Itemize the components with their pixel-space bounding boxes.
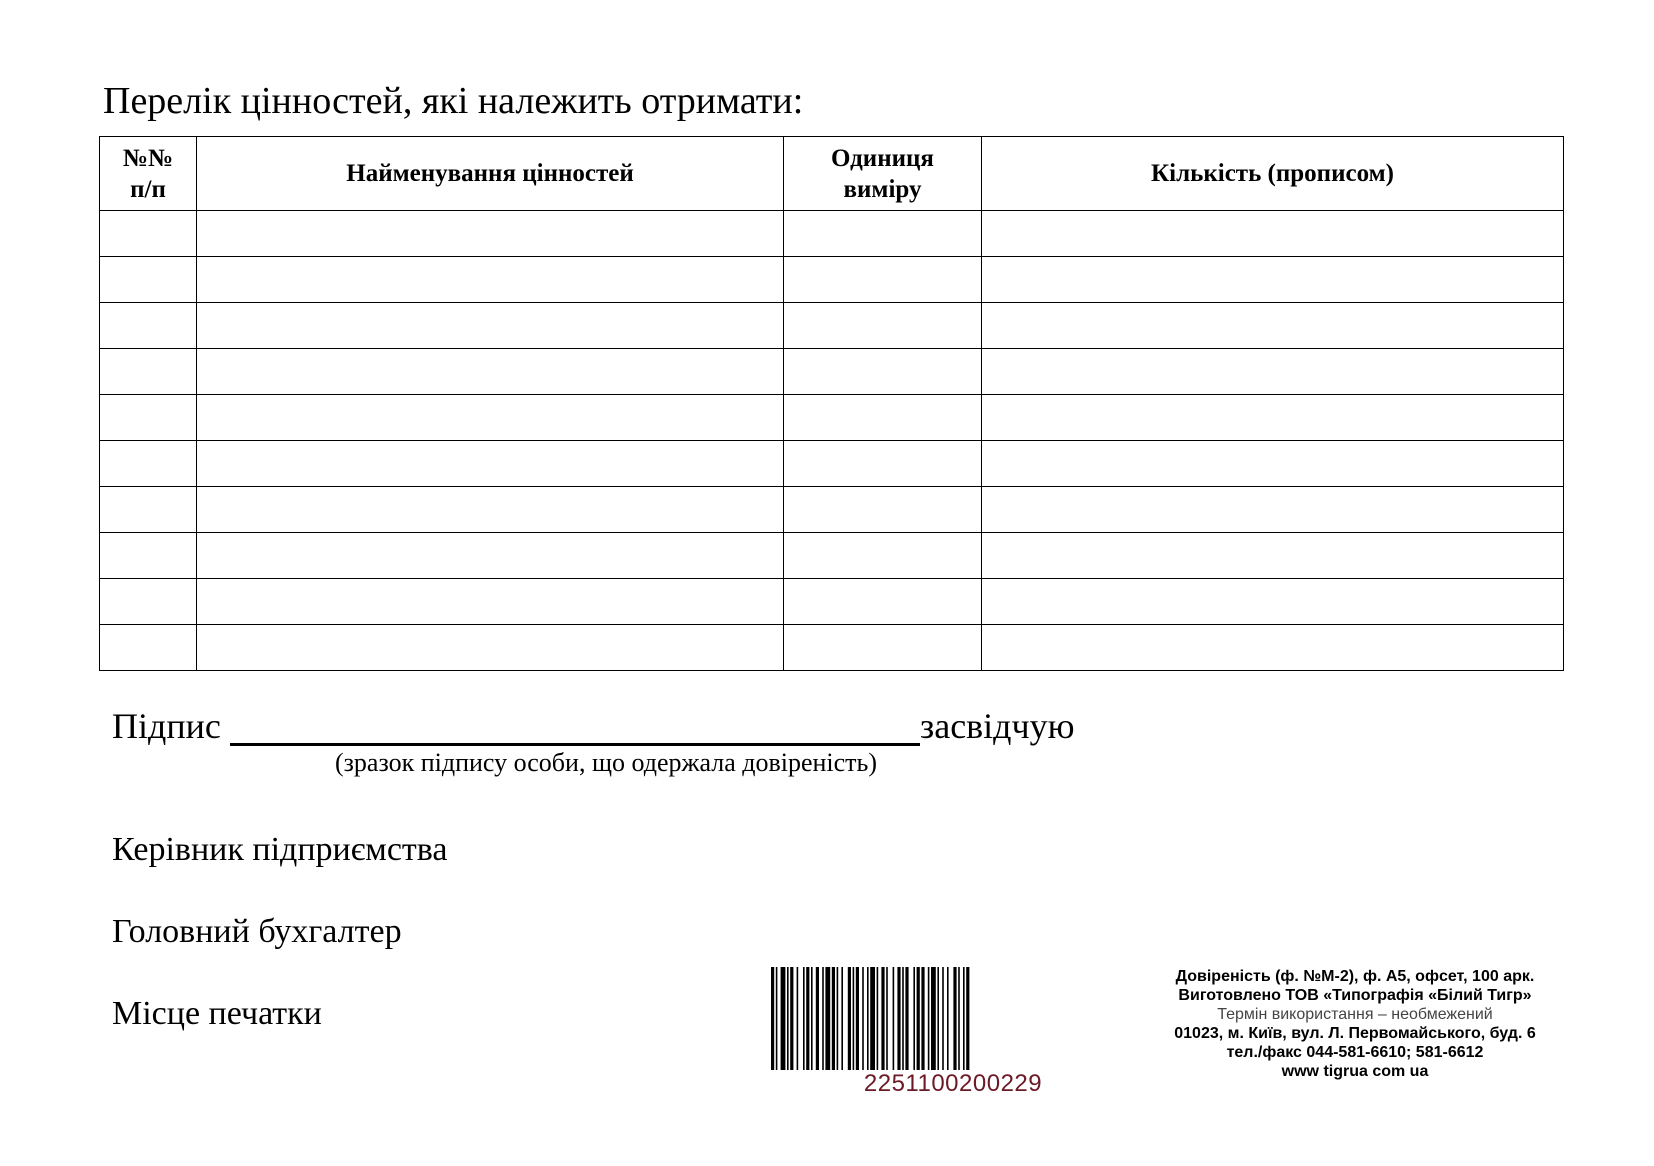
- barcode-number: 2251100200229: [863, 1070, 1043, 1097]
- printer-info-line1: [1150, 967, 1560, 986]
- printer-info-line4: 01023, м. Київ, вул. Л. Первомайського, буд. 6: [1174, 1025, 1536, 1042]
- form-details: , ф. А5, офсет, 100 арк.: [1354, 968, 1535, 985]
- header-unit: [784, 137, 982, 211]
- cell-number[interactable]: [100, 303, 197, 349]
- printer-info-line6: www tigrua com ua: [1281, 1063, 1429, 1080]
- table-row: [100, 257, 1564, 303]
- header-unit-line2: виміру: [843, 175, 922, 203]
- cell-number[interactable]: [100, 395, 197, 441]
- header-name: Найменування цінностей: [197, 137, 784, 211]
- cell-unit[interactable]: [784, 487, 982, 533]
- seal-place-label: Місце печатки: [112, 995, 322, 1032]
- cell-name[interactable]: [197, 487, 784, 533]
- table-body: [100, 211, 1564, 671]
- cell-name[interactable]: [197, 579, 784, 625]
- table-row: [100, 395, 1564, 441]
- section-title: Перелік цінностей, які належить отримати:: [103, 80, 804, 122]
- cell-unit[interactable]: [784, 579, 982, 625]
- table-row: [100, 487, 1564, 533]
- cell-unit[interactable]: [784, 349, 982, 395]
- printer-info-line3: Термін використання – необмежений: [1217, 1006, 1493, 1023]
- signature-line[interactable]: [230, 743, 920, 746]
- header-quantity: Кількість (прописом): [982, 137, 1564, 211]
- table-row: [100, 625, 1564, 671]
- cell-number[interactable]: [100, 579, 197, 625]
- cell-quantity[interactable]: [982, 441, 1564, 487]
- cell-quantity[interactable]: [982, 349, 1564, 395]
- signature-label: Підпис: [112, 706, 221, 746]
- table-row: [100, 211, 1564, 257]
- cell-quantity[interactable]: [982, 625, 1564, 671]
- cell-quantity[interactable]: [982, 533, 1564, 579]
- cell-quantity[interactable]: [982, 487, 1564, 533]
- cell-unit[interactable]: [784, 625, 982, 671]
- cell-name[interactable]: [197, 303, 784, 349]
- cell-name[interactable]: [197, 395, 784, 441]
- cell-unit[interactable]: [784, 303, 982, 349]
- cell-unit[interactable]: [784, 395, 982, 441]
- barcode: [771, 967, 1135, 1070]
- cell-unit[interactable]: [784, 257, 982, 303]
- printer-info-line2: Виготовлено ТОВ «Типографія «Білий Тигр»: [1178, 987, 1532, 1004]
- head-of-enterprise-label: Керівник підприємства: [112, 831, 448, 868]
- cell-number[interactable]: [100, 211, 197, 257]
- table-row: [100, 303, 1564, 349]
- printer-info-line5: тел./факс 044-581-6610; 581-6612: [1226, 1044, 1484, 1061]
- header-number: [100, 137, 197, 211]
- cell-quantity[interactable]: [982, 579, 1564, 625]
- signature-certify-text: засвідчую: [920, 706, 1075, 746]
- cell-number[interactable]: [100, 533, 197, 579]
- cell-name[interactable]: [197, 349, 784, 395]
- cell-number[interactable]: [100, 349, 197, 395]
- table-row: [100, 579, 1564, 625]
- header-unit-line1: Одиниця: [831, 144, 934, 172]
- cell-number[interactable]: [100, 441, 197, 487]
- cell-unit[interactable]: [784, 533, 982, 579]
- cell-quantity[interactable]: [982, 303, 1564, 349]
- cell-name[interactable]: [197, 257, 784, 303]
- cell-name[interactable]: [197, 441, 784, 487]
- valuables-table: [99, 136, 1564, 671]
- cell-quantity[interactable]: [982, 257, 1564, 303]
- table-header-row: [100, 137, 1564, 211]
- cell-unit[interactable]: [784, 441, 982, 487]
- cell-number[interactable]: [100, 257, 197, 303]
- header-number-line1: №№: [122, 144, 174, 172]
- chief-accountant-label: Головний бухгалтер: [112, 913, 402, 950]
- cell-name[interactable]: [197, 211, 784, 257]
- cell-number[interactable]: [100, 487, 197, 533]
- cell-number[interactable]: [100, 625, 197, 671]
- cell-name[interactable]: [197, 625, 784, 671]
- cell-unit[interactable]: [784, 211, 982, 257]
- signature-hint: (зразок підпису особи, що одержала довіреність): [335, 748, 878, 777]
- table-row: [100, 441, 1564, 487]
- cell-quantity[interactable]: [982, 395, 1564, 441]
- header-number-line2: п/п: [130, 175, 166, 203]
- table-row: [100, 533, 1564, 579]
- cell-name[interactable]: [197, 533, 784, 579]
- printer-info: [1150, 967, 1560, 1081]
- table-row: [100, 349, 1564, 395]
- cell-quantity[interactable]: [982, 211, 1564, 257]
- form-name: Довіреність (ф. №М-2): [1175, 968, 1355, 985]
